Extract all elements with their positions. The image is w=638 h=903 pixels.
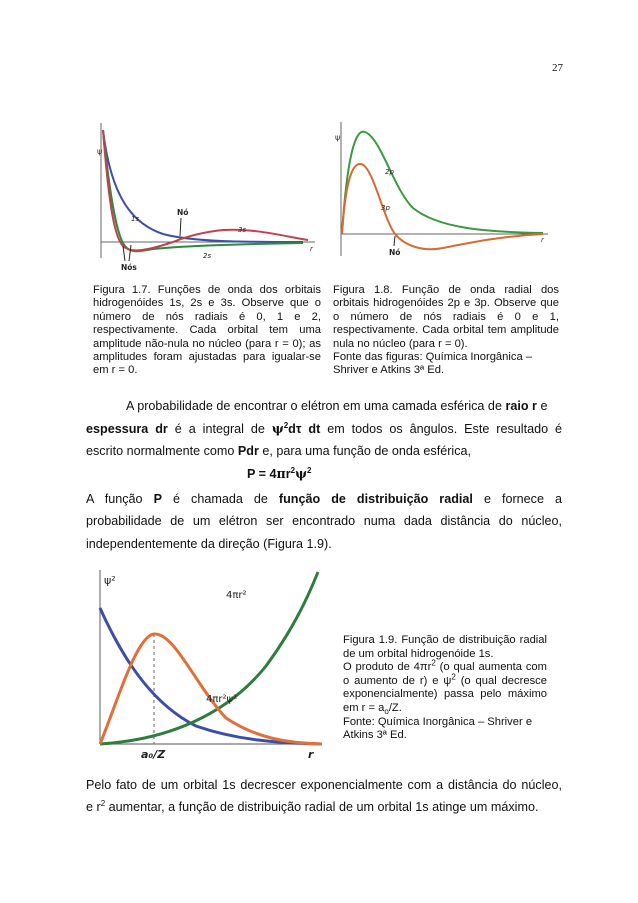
label-3p: 3p: [381, 204, 390, 212]
text: (o qual decresce exponencialmente) passa pelo máximo em r = a: [343, 674, 547, 714]
label-3s: 3s: [238, 226, 247, 234]
label-4pir2: 4πr²: [226, 590, 247, 601]
label-2p: 2p: [385, 168, 394, 176]
y-axis-label: ψ: [335, 133, 341, 142]
paragraph-1-line-1: [86, 399, 562, 413]
paragraph-2-line-1: [86, 492, 562, 506]
figure-1-8-caption-source: Fonte das figuras: Química Inorgânica – Shriver e Atkins 3ª Ed.: [333, 351, 532, 377]
paragraph-2-line-2: probabilidade de um elétron ser encontrado numa dada distância do núcleo,: [86, 514, 562, 528]
text: aumentar, a função de distribuição radial de um orbital 1s atinge um máximo.: [105, 800, 539, 814]
text-bold: dτ dt: [288, 422, 321, 436]
text: (o qual aumenta com o aumento de r) e ψ: [343, 661, 547, 687]
paragraph-1-line-2: [86, 421, 562, 436]
curve-3p: [342, 164, 543, 249]
x-axis-label: r: [310, 245, 313, 253]
figure-1-9: [86, 566, 328, 762]
nodes-pointer-2: [129, 245, 131, 261]
equation-r: r: [285, 467, 291, 481]
text: A probabilidade de encontrar o elétron em uma camada esférica de: [126, 399, 506, 413]
y-axis-label: ψ: [97, 147, 103, 156]
text-bold: função de distribuição radial: [278, 492, 473, 506]
figure-1-8-caption: [333, 284, 559, 378]
nodes-label: Nós: [121, 263, 137, 272]
text: e: [536, 399, 548, 413]
text: escrito normalmente como: [86, 444, 238, 458]
text: /Z.: [388, 701, 402, 714]
label-a0-over-z: a₀/Z: [141, 748, 166, 761]
text: é chamada de: [173, 492, 279, 506]
label-2s: 2s: [203, 252, 212, 260]
curve-1s: [103, 130, 303, 242]
text-bold: raio r: [505, 399, 537, 413]
subscript: o: [384, 707, 389, 717]
figure-1-9-caption-line-2: [343, 658, 547, 717]
text-bold: espessura dr: [86, 422, 168, 436]
text: e r: [86, 800, 101, 814]
node-pointer: [180, 218, 181, 236]
paragraph-3-line-2: [86, 800, 562, 814]
x-axis-label: r: [308, 748, 314, 761]
superscript: 2: [283, 420, 289, 430]
node-pointer: [394, 236, 395, 246]
text: em todos os ângulos. Este resultado é: [327, 422, 563, 436]
label-1s: 1s: [131, 215, 140, 223]
text: O produto de 4πr: [343, 661, 432, 674]
node-label: Nó: [177, 208, 189, 217]
page-number: 27: [552, 62, 563, 74]
curve-2p: [342, 132, 543, 234]
curve-3s: [103, 130, 308, 250]
figure-1-7: [93, 118, 323, 278]
paragraph-3-line-1: Pelo fato de um orbital 1s decrescer exponencialmente com a distância do núcleo,: [86, 778, 562, 792]
figure-1-8-caption-text: Figura 1.8. Função de onda radial dos orbitais hidrogenóides 2p e 3p. Observe que o número de nós radiais é 0 e 1, respectivamente. Cada orbital tem amplitude nula no núcleo (para r = 0).: [333, 284, 559, 350]
psi-symbol: ψ: [295, 466, 307, 481]
text: e fornece a: [483, 492, 563, 506]
curve-radial-distribution: [100, 634, 322, 744]
figure-1-8: [333, 118, 558, 258]
figure-1-7-caption-text: Figura 1.7. Funções de onda dos orbitais hidrogenóides 1s, 2s e 3s. Observe que o número de nós radiais é 0, 1 e 2, respectivamente. Cada orbital tem uma amplitude não-nula no núcleo (para r = 0); as amplitudes foram ajustadas para igualar-se em r = 0.: [93, 284, 321, 377]
paragraph-2-line-3: independentemente da direção (Figura 1.9).: [86, 537, 332, 551]
figure-1-9-caption: [343, 634, 547, 743]
superscript: 2: [100, 798, 106, 808]
paragraph-1-line-3: [86, 444, 562, 458]
superscript: 2: [290, 465, 296, 475]
superscript: 2: [431, 658, 436, 668]
curve-psi2: [100, 608, 322, 744]
figure-1-9-caption-source: Fonte: Química Inorgânica – Shriver e Atkins 3ª Ed.: [343, 715, 533, 742]
equation: [247, 466, 311, 481]
label-psi2: ψ²: [104, 574, 116, 587]
text: é a integral de: [174, 422, 272, 436]
figure-1-7-caption: [93, 284, 321, 378]
text: e, para uma função de onda esférica,: [258, 444, 472, 458]
text: A função: [86, 492, 154, 506]
pi-symbol: π: [276, 466, 286, 481]
label-4pir2psi2: 4πr²ψ²: [206, 694, 238, 705]
equation-lhs: P = 4: [247, 467, 277, 481]
figure-1-9-caption-line-1: Figura 1.9. Função de distribuição radial de um orbital hidrogenóide 1s.: [343, 634, 547, 660]
superscript: 2: [306, 465, 312, 475]
psi-symbol: ψ: [271, 421, 284, 436]
superscript: 2: [451, 672, 456, 682]
node-label: Nó: [389, 248, 401, 257]
text-bold: P: [153, 492, 162, 506]
text-bold: Pdr: [237, 444, 259, 458]
x-axis-label: r: [541, 236, 544, 244]
